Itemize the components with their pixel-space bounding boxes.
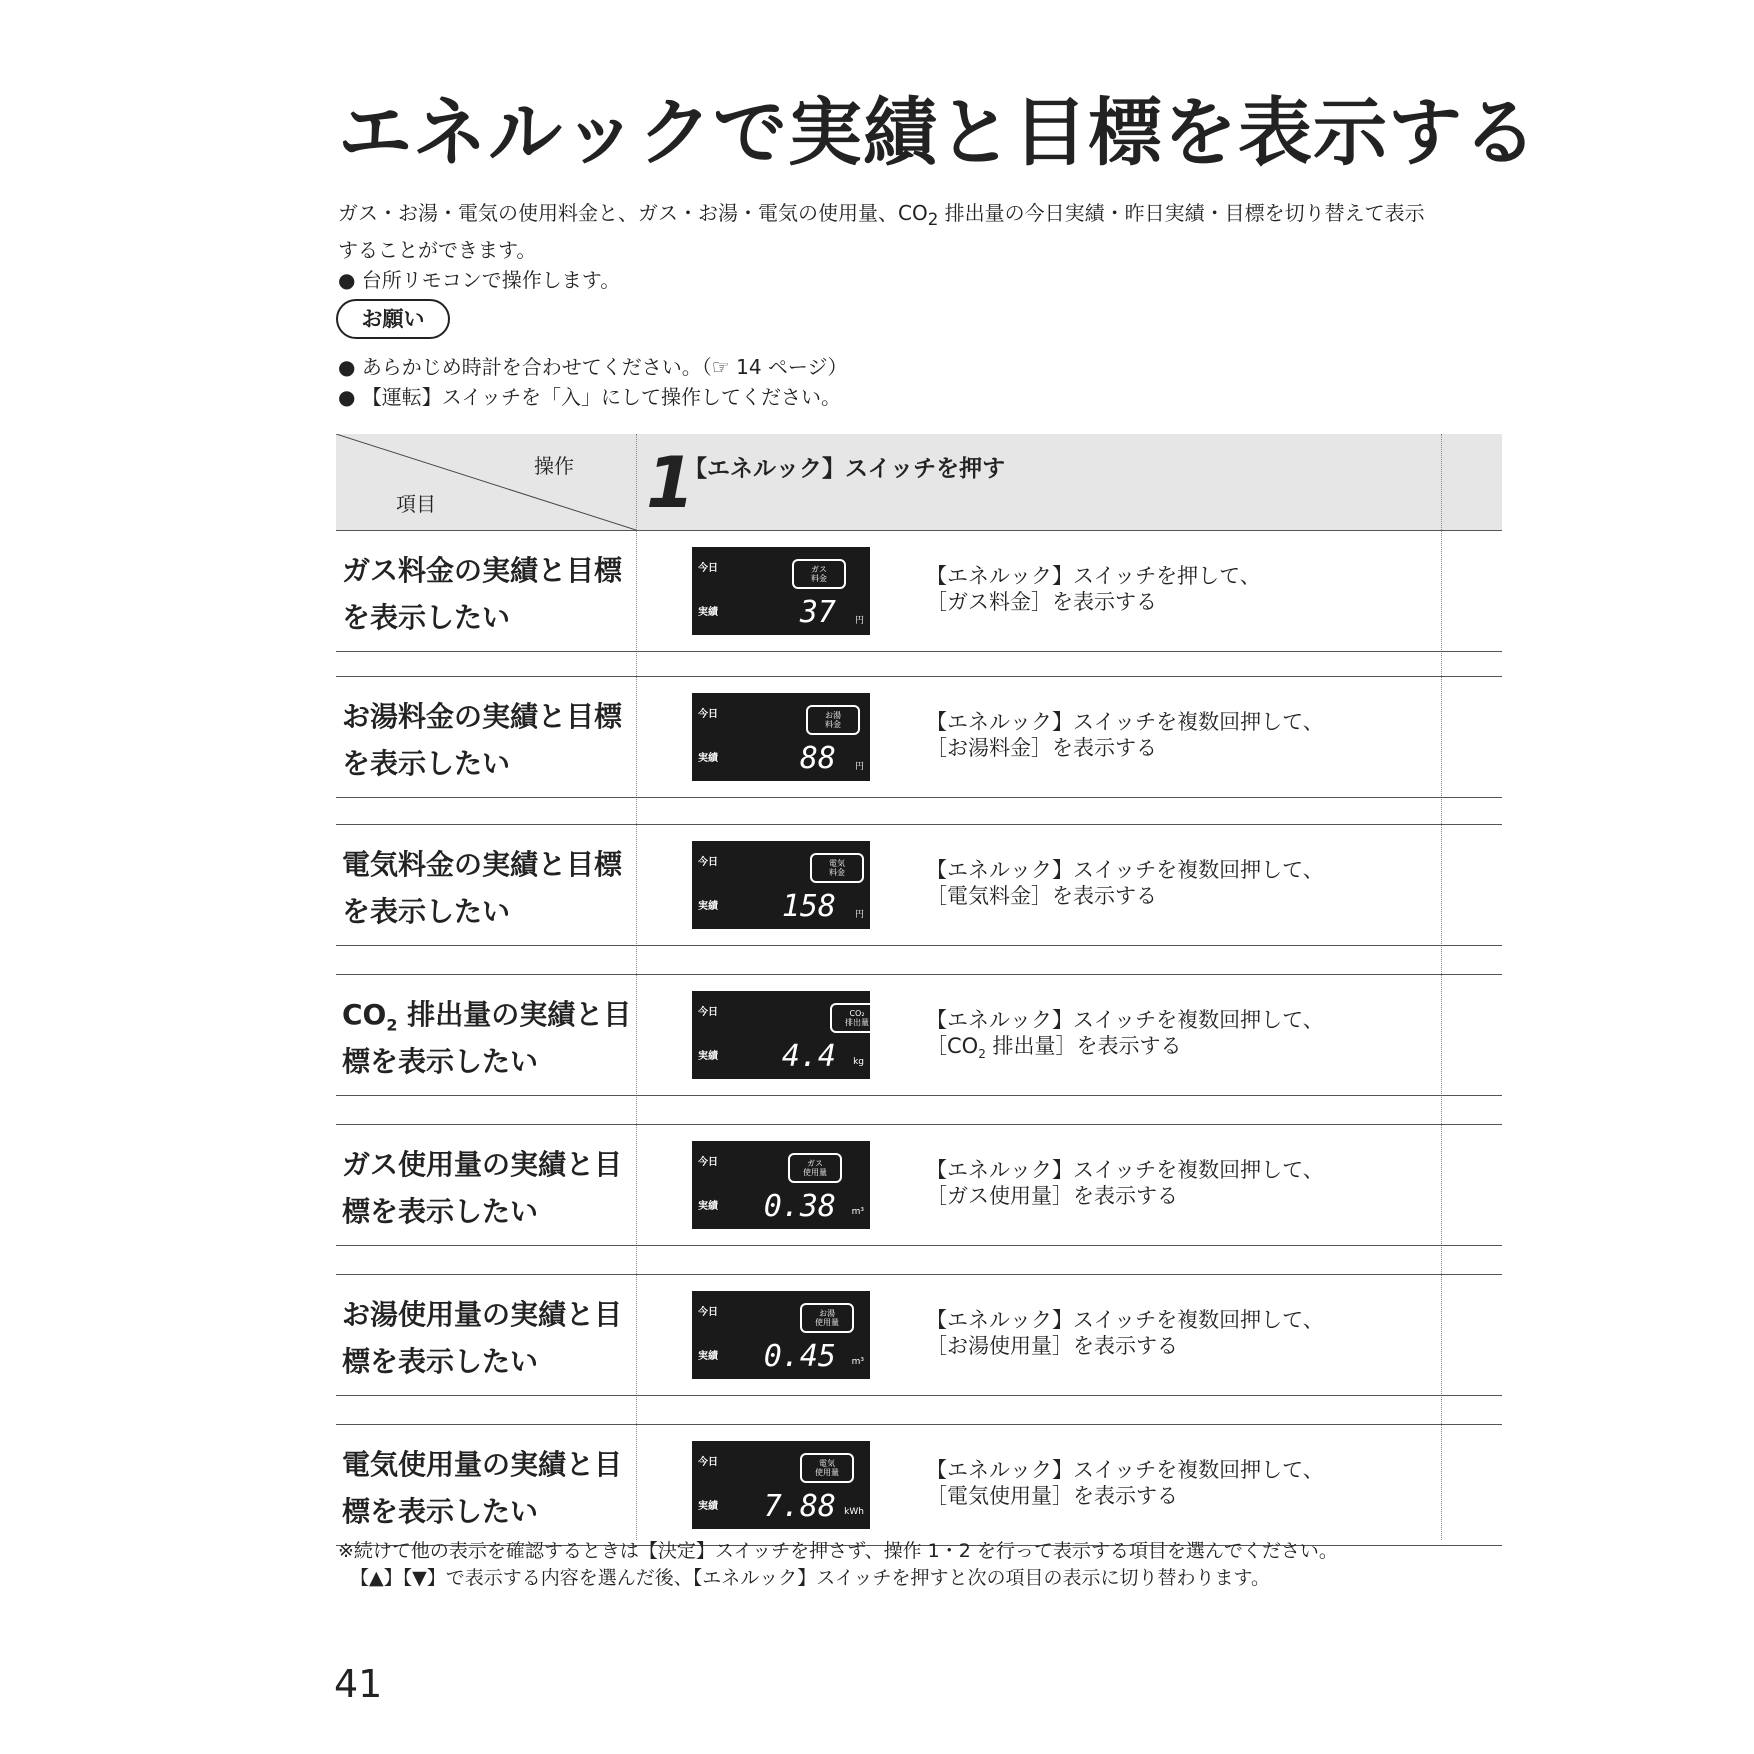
row-label-text: 電気料金の実績と目標 [342,848,623,881]
lcd-actual-label: 実績 [698,901,718,912]
lcd-actual-label: 実績 [698,753,718,764]
row-label [342,847,632,930]
row-description [926,1307,1324,1367]
lcd-actual-label: 実績 [698,1201,718,1212]
page-title: エネルックで実績と目標を表示する [338,90,1538,176]
page-number: 41 [334,1662,383,1706]
lcd-mode-badge [810,853,864,883]
row-desc-line-1: 【エネルック】スイッチを複数回押して、 [926,1008,1324,1032]
row-desc-line-2 [926,589,1261,623]
row-desc-text: ［お湯料金］を表示する [926,736,1157,760]
lcd-today-label: 今日 [698,857,718,868]
row-desc-line-2 [926,735,1324,769]
remote-lcd-display [692,547,870,635]
row-label-text: を表示したい [342,600,511,634]
row-desc-text: 排出量］を表示する [985,1034,1182,1058]
row-label-text: を表示したい [342,746,511,780]
lcd-badge-bottom: 排出量 [845,1018,869,1027]
lcd-badge-top: 電気 [819,1459,835,1468]
lcd-value: 158 [781,889,836,924]
row-label [342,1447,632,1530]
table-row [336,530,1502,652]
header-diagonal-line [336,434,636,530]
lcd-value: 4.4 [781,1039,836,1074]
row-desc-line-1: 【エネルック】スイッチを複数回押して、 [926,1158,1324,1182]
header-item: 項目 [396,492,436,516]
table-header [336,434,1502,531]
row-label [342,699,632,782]
lcd-badge-bottom: 料金 [811,574,827,583]
lcd-value: 37 [799,595,836,630]
row-desc-line-2 [926,1033,1324,1067]
intro-line-1b: 排出量の今日実績・昨日実績・目標を切り替えて表示 [938,201,1425,225]
lcd-mode-badge [830,1003,884,1033]
row-label-text: お湯料金の実績と目標 [342,700,623,733]
lcd-badge-bottom: 料金 [825,720,841,729]
row-label-text: 目標を表示したい [342,1448,623,1528]
intro-bullet: ● 台所リモコンで操作します。 [338,265,1488,295]
row-label-text: を表示したい [342,894,511,928]
lcd-badge-top: お湯 [819,1309,835,1318]
row-description [926,1157,1324,1217]
lcd-today-label: 今日 [698,1157,718,1168]
row-label-sub: 2 [386,1015,398,1035]
lcd-mode-badge [800,1453,854,1483]
row-label-text: ガス使用量の実績と [342,1148,595,1181]
lcd-badge-bottom: 料金 [829,868,845,877]
table-row [336,1274,1502,1396]
row-description [926,857,1324,917]
notice-list [338,352,848,412]
lcd-value: 88 [799,741,836,776]
lcd-today-label: 今日 [698,1007,718,1018]
row-desc-text: ［電気料金］を表示する [926,884,1157,908]
row-description [926,709,1324,769]
row-label-text: お湯使用量の実績と [342,1298,595,1331]
row-desc-text: ［ガス料金］を表示する [926,590,1157,614]
row-desc-line-2 [926,1183,1324,1217]
lcd-today-label: 今日 [698,709,718,720]
intro-text [338,198,1488,295]
row-label-text: CO [342,998,387,1031]
footnote [338,1538,1338,1592]
lcd-mode-badge [792,559,846,589]
row-label [342,997,632,1080]
intro-line-1 [338,198,1488,235]
row-description [926,1457,1324,1517]
row-desc-line-1: 【エネルック】スイッチを複数回押して、 [926,858,1324,882]
row-label [342,553,632,636]
header-operation: 操作 [534,454,574,478]
row-desc-line-2 [926,883,1324,917]
row-desc-text: ［CO [926,1034,979,1058]
row-desc-text: ［お湯使用量］を表示する [926,1334,1178,1358]
table-row [336,676,1502,798]
lcd-badge-top: 電気 [829,859,845,868]
lcd-value: 0.38 [763,1189,836,1224]
row-label-text: 目標を表示したい [342,1148,623,1228]
intro-line-1a: ガス・お湯・電気の使用料金と、ガス・お湯・電気の使用量、CO [338,201,928,225]
row-label-text: 電気使用量の実績と [342,1448,595,1481]
lcd-unit: 円 [854,910,864,920]
lcd-mode-badge [800,1303,854,1333]
row-desc-line-1: 【エネルック】スイッチを複数回押して、 [926,710,1324,734]
notice-item: ● あらかじめ時計を合わせてください。（☞ 14 ページ） [338,352,848,382]
row-desc-line-1: 【エネルック】スイッチを複数回押して、 [926,1308,1324,1332]
remote-lcd-display [692,1441,870,1529]
lcd-unit: 円 [854,616,864,626]
lcd-unit: kg [853,1057,864,1067]
row-description [926,1007,1324,1067]
remote-lcd-display [692,693,870,781]
footnote-line-1: ※続けて他の表示を確認するときは【決定】スイッチを押さず、操作 1・2 を行って表示する項目を選んでください。 [338,1540,1338,1562]
lcd-badge-bottom: 使用量 [815,1318,839,1327]
footnote-line-2: 【▲】【▼】で表示する内容を選んだ後、【エネルック】スイッチを押すと次の項目の表示に切り替わります。 [350,1567,1270,1589]
notice-badge: お願い [336,299,450,339]
lcd-unit: kWh [844,1507,864,1517]
lcd-badge-top: ガス [811,565,827,574]
row-label-text: 排出量の実績と目標を表示したい [342,998,632,1078]
lcd-value: 7.88 [763,1489,836,1524]
lcd-today-label: 今日 [698,1457,718,1468]
notice-item: ● 【運転】スイッチを「入」にして操作してください。 [338,382,848,412]
remote-lcd-display [692,991,870,1079]
row-desc-line-2 [926,1333,1324,1367]
row-desc-line-1: 【エネルック】スイッチを複数回押して、 [926,1458,1324,1482]
row-desc-text: ［ガス使用量］を表示する [926,1184,1178,1208]
remote-lcd-display [692,1141,870,1229]
lcd-badge-top: ガス [807,1159,823,1168]
lcd-badge-top: お湯 [825,711,841,720]
table-row [336,824,1502,946]
lcd-badge-bottom: 使用量 [815,1468,839,1477]
lcd-actual-label: 実績 [698,607,718,618]
lcd-today-label: 今日 [698,563,718,574]
row-desc-sub: 2 [978,1047,986,1062]
lcd-today-label: 今日 [698,1307,718,1318]
lcd-badge-top: CO₂ [849,1009,865,1018]
lcd-actual-label: 実績 [698,1051,718,1062]
intro-co2-sub: 2 [927,210,939,229]
row-description [926,563,1261,623]
row-desc-line-2 [926,1483,1324,1517]
row-label [342,1147,632,1230]
lcd-actual-label: 実績 [698,1351,718,1362]
table-row [336,1124,1502,1246]
lcd-unit: m³ [851,1357,864,1367]
lcd-actual-label: 実績 [698,1501,718,1512]
lcd-badge-bottom: 使用量 [803,1168,827,1177]
row-label-text: 目標を表示したい [342,1298,623,1378]
row-label [342,1297,632,1380]
row-desc-line-1: 【エネルック】スイッチを押して、 [926,564,1261,588]
lcd-unit: m³ [851,1207,864,1217]
intro-line-2: することができます。 [338,238,537,262]
lcd-mode-badge [788,1153,842,1183]
table-row [336,974,1502,1096]
lcd-value: 0.45 [763,1339,836,1374]
step-number: 1 [646,442,695,524]
step-text: 【エネルック】スイッチを押す [684,456,1006,482]
lcd-unit: 円 [854,762,864,772]
table-row [336,1424,1502,1546]
remote-lcd-display [692,1291,870,1379]
lcd-mode-badge [806,705,860,735]
row-label-text: ガス料金の実績と目標 [342,554,623,587]
row-desc-text: ［電気使用量］を表示する [926,1484,1178,1508]
remote-lcd-display [692,841,870,929]
